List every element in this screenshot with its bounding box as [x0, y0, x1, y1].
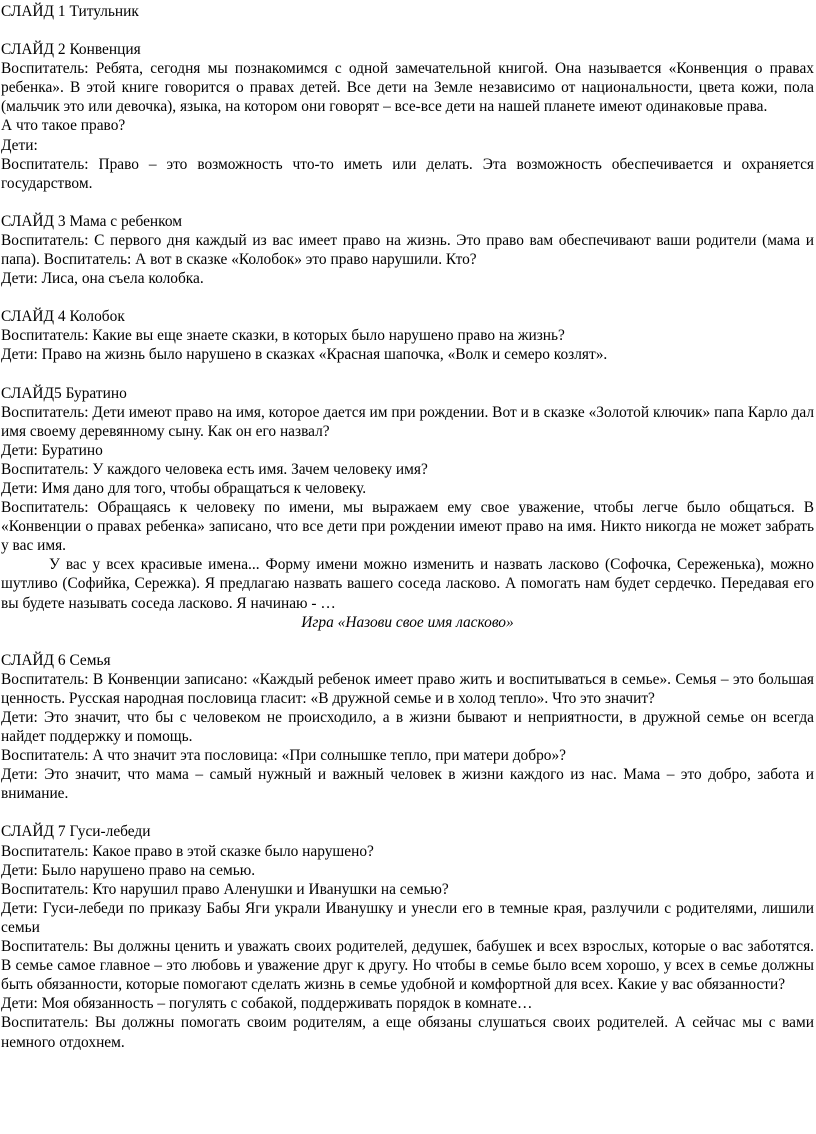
slide-4-section [1, 307, 814, 364]
slide-4-heading: СЛАЙД 4 Колобок [1, 308, 125, 326]
paragraph: Дети: Буратино [1, 441, 103, 459]
paragraph: Воспитатель: Вы должны помогать своим родителям, а еще обязаны слушаться своих родителей. А сейчас мы с вами немного отдохнем. [1, 1014, 814, 1051]
paragraph: Воспитатель: У каждого человека есть имя. Зачем человеку имя? [1, 460, 428, 478]
slide-5-heading: СЛАЙД5 Буратино [1, 384, 127, 402]
paragraph: Дети: Право на жизнь было нарушено в сказках «Красная шапочка, «Волк и семеро козлят». [1, 346, 608, 364]
paragraph: Дети: Моя обязанность – погулять с собакой, поддерживать порядок в комнате… [1, 995, 533, 1013]
slide-7-section [1, 822, 814, 1051]
slide-1-section [1, 2, 814, 21]
paragraph: Воспитатель: Какое право в этой сказке было нарушено? [1, 842, 374, 860]
slide-2-heading: СЛАЙД 2 Конвенция [1, 41, 141, 59]
slide-7-heading: СЛАЙД 7 Гуси-лебеди [1, 823, 151, 841]
paragraph: Воспитатель: Дети имеют право на имя, которое дается им при рождении. Вот и в сказке «Золотой ключик» папа Карло дал имя своему деревянному сыну. Как он его назвал? [1, 403, 814, 440]
paragraph: Воспитатель: А что значит эта пословица: «При солнышке тепло, при матери добро»? [1, 747, 566, 765]
game-title: Игра «Назови свое имя ласково» [301, 613, 514, 631]
paragraph: Дети: Гуси-лебеди по приказу Бабы Яги украли Иванушку и унесли его в темные края, разлучили с родителями, лишили семьи [1, 899, 814, 936]
paragraph: А что такое право? [1, 117, 126, 135]
paragraph: Воспитатель: Обращаясь к человеку по имени, мы выражаем ему свое уважение, чтобы легче было общаться. В «Конвенции о правах ребенка» записано, что все дети при рождении имеют право на имя. Никто никогда не может забрать у вас имя. [1, 499, 814, 555]
paragraph: Воспитатель: Ребята, сегодня мы познакомимся с одной замечательной книгой. Она называется «Конвенция о правах ребенка». В этой книге говорится о правах детей. Все дети на Земле независимо от национальности, цвета кожи, пола (мальчик это или девочка), языка, на котором они говорят – все-все дети на нашей планете имеют одинаковые права. [1, 60, 814, 116]
slide-6-section [1, 651, 814, 804]
paragraph: Воспитатель: Кто нарушил право Аленушки и Иванушки на семью? [1, 880, 449, 898]
indented-paragraph: У вас у всех красивые имена... Форму имени можно изменить и назвать ласково (Софочка, Сереженька), можно шутливо (Софийка, Сережка). Я предлагаю назвать вашего соседа ласково. А помогать нам будет сердечко. Передавая его вы будете называть соседа ласково. Я начинаю - … [1, 556, 814, 612]
paragraph: Дети: Это значит, что бы с человеком не происходило, а в жизни бывают и неприятности, в дружной семье он всегда найдет поддержку и помощь. [1, 709, 814, 746]
paragraph: Воспитатель: Право – это возможность что-то иметь или делать. Эта возможность обеспечивается и охраняется государством. [1, 155, 814, 192]
paragraph: Дети: Это значит, что мама – самый нужный и важный человек в жизни каждого из нас. Мама – это добро, забота и внимание. [1, 766, 814, 803]
paragraph: Воспитатель: Вы должны ценить и уважать своих родителей, дедушек, бабушек и всех взрослых, которые о вас заботятся. В семье самое главное – это любовь и уважение друг к другу. Но чтобы в семье было всем хорошо, у всех в семье должны быть обязанности, которые помогают сделать жизнь в семье удобной и комфортной для всех. Какие у вас обязанности? [1, 938, 814, 994]
slide-2-section [1, 40, 814, 193]
paragraph: Воспитатель: Какие вы еще знаете сказки, в которых было нарушено право на жизнь? [1, 327, 565, 345]
slide-1-heading: СЛАЙД 1 Титульник [1, 3, 139, 20]
paragraph: Воспитатель: В Конвенции записано: «Каждый ребенок имеет право жить и воспитываться в семье». Семья – это большая ценность. Русская народная пословица гласит: «В дружной семье и в холод тепло». Что это значит? [1, 670, 814, 707]
slide-3-heading: СЛАЙД 3 Мама с ребенком [1, 212, 183, 230]
slide-6-heading: СЛАЙД 6 Семья [1, 651, 111, 669]
paragraph: Воспитатель: С первого дня каждый из вас имеет право на жизнь. Это право вам обеспечивают ваши родители (мама и папа). Воспитатель: А вот в сказке «Колобок» это право нарушили. Кто? [1, 231, 814, 269]
slide-5-section [1, 384, 814, 632]
paragraph: Дети: Лиса, она съела колобка. [1, 270, 204, 288]
slide-3-section [1, 212, 814, 288]
paragraph: Дети: Имя дано для того, чтобы обращаться к человеку. [1, 479, 367, 497]
paragraph: Дети: [1, 136, 38, 154]
paragraph: Дети: Было нарушено право на семью. [1, 861, 256, 879]
